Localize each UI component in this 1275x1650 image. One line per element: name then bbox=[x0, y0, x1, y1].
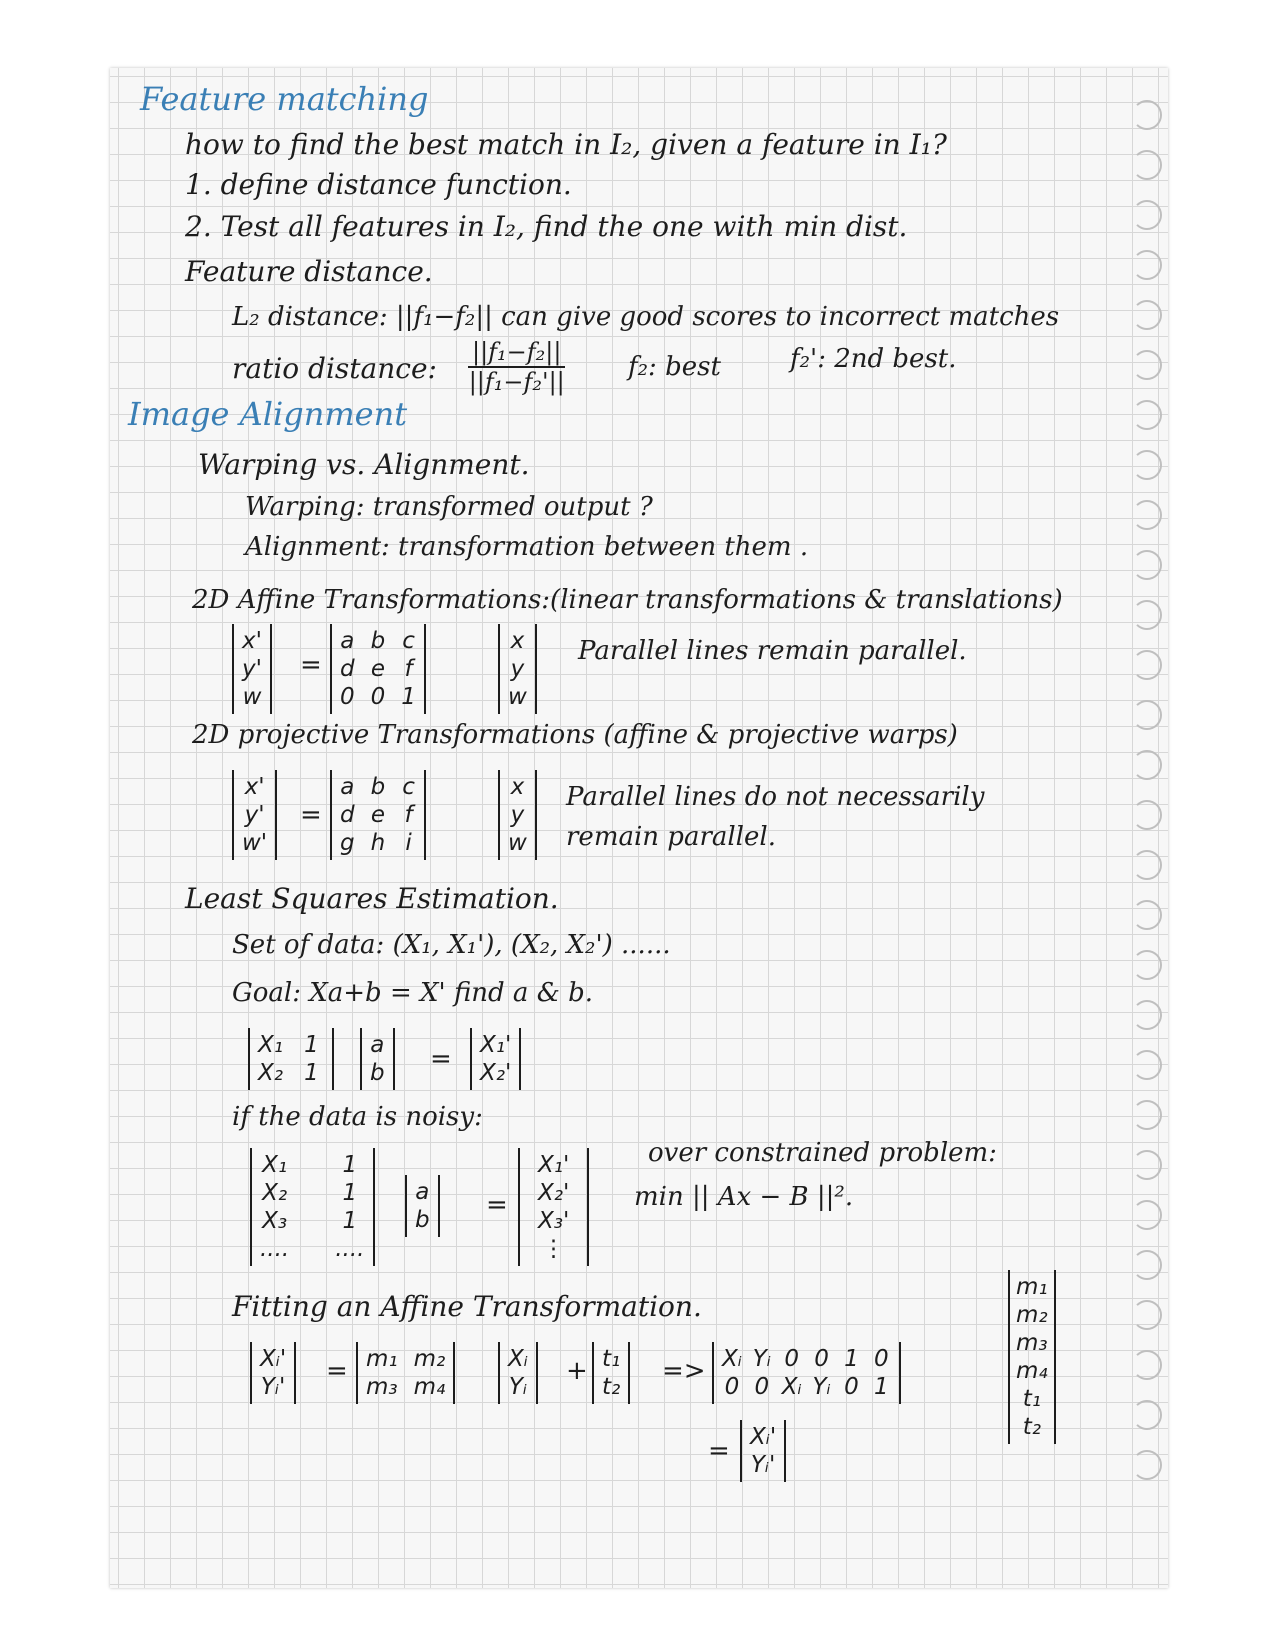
f2-best: f₂: best bbox=[628, 352, 721, 382]
noisy-a-7: .... bbox=[335, 1236, 365, 1262]
affine-rhs-2: w bbox=[508, 684, 527, 710]
fit-vector-t bbox=[592, 1342, 630, 1404]
noisy-a-4: X₃ bbox=[262, 1208, 288, 1234]
equals-sign: = bbox=[430, 1044, 452, 1074]
affine-matrix bbox=[330, 624, 426, 714]
affine-m-3: d bbox=[340, 656, 355, 682]
equals-sign: = bbox=[300, 650, 322, 680]
fit-t-1: t₂ bbox=[602, 1374, 621, 1400]
affine-title: 2D Affine Transformations:(linear transformations & translations) bbox=[192, 585, 1063, 615]
proj-m-8: i bbox=[405, 830, 412, 856]
heading-image-alignment: Image Alignment bbox=[128, 395, 408, 433]
ratio-denominator: ||f₁−f₂'|| bbox=[468, 368, 565, 396]
proj-m-1: b bbox=[370, 774, 386, 800]
projective-lhs-vector bbox=[232, 770, 277, 860]
proj-m-3: d bbox=[340, 802, 355, 828]
projective-matrix bbox=[330, 770, 426, 860]
min-objective: min || Ax − B ||². bbox=[634, 1182, 854, 1212]
proj-rhs-0: x bbox=[510, 774, 525, 800]
equals-sign: = bbox=[326, 1356, 348, 1386]
noisy-r-3: ⋮ bbox=[542, 1236, 566, 1262]
question-line: how to find the best match in I₂, given a feature in I₁? bbox=[185, 128, 947, 161]
equals-sign: = bbox=[300, 800, 322, 830]
set-of-data: Set of data: (X₁, X₁'), (X₂, X₂') ...... bbox=[232, 930, 671, 960]
projective-rhs-vector bbox=[498, 770, 537, 860]
affine-m-5: f bbox=[404, 656, 413, 682]
noisy-vector-ab bbox=[405, 1175, 440, 1237]
fit-rhs-0: Xᵢ' bbox=[750, 1424, 777, 1450]
proj-rhs-1: y bbox=[510, 802, 525, 828]
noisy-a-2: X₂ bbox=[262, 1180, 288, 1206]
noisy-r-0: X₁' bbox=[538, 1152, 570, 1178]
fit-param-1: m₂ bbox=[1016, 1302, 1048, 1328]
proj-lhs-1: y' bbox=[244, 802, 265, 828]
step-1: 1. define distance function. bbox=[185, 168, 572, 201]
proj-m-6: g bbox=[340, 830, 355, 856]
noisy-v-1: b bbox=[415, 1207, 430, 1233]
affine-m-2: c bbox=[402, 628, 415, 654]
l2-distance-line: L₂ distance: ||f₁−f₂|| can give good scores to incorrect matches bbox=[232, 302, 1060, 332]
ls-a-3: 1 bbox=[304, 1060, 319, 1086]
proj-m-4: e bbox=[370, 802, 385, 828]
projective-title: 2D projective Transformations (affine & projective warps) bbox=[192, 720, 958, 750]
fit-param-5: t₂ bbox=[1022, 1414, 1041, 1440]
proj-m-2: c bbox=[402, 774, 415, 800]
ls-a-1: 1 bbox=[304, 1032, 319, 1058]
noisy-r-1: X₂' bbox=[538, 1180, 570, 1206]
ls-r-0: X₁' bbox=[480, 1032, 512, 1058]
fit-lhs-1: Yᵢ' bbox=[260, 1374, 286, 1400]
affine-m-1: b bbox=[370, 628, 386, 654]
noisy-a-5: 1 bbox=[342, 1208, 358, 1234]
projective-note-2: remain parallel. bbox=[566, 822, 776, 852]
fit-big-6: 0 bbox=[724, 1374, 740, 1400]
fit-lhs-0: Xᵢ' bbox=[260, 1346, 287, 1372]
least-squares-heading: Least Squares Estimation. bbox=[185, 882, 559, 915]
fit-big-5: 0 bbox=[873, 1346, 889, 1372]
ls-v-1: b bbox=[370, 1060, 385, 1086]
projective-note-1: Parallel lines do not necessarily bbox=[566, 782, 985, 812]
ls-vector-rhs bbox=[470, 1028, 521, 1090]
fit-xy-0: Xᵢ bbox=[508, 1346, 528, 1372]
proj-m-5: f bbox=[404, 802, 413, 828]
affine-lhs-vector bbox=[232, 624, 272, 714]
fit-big-9: Yᵢ bbox=[812, 1374, 831, 1400]
affine-m-4: e bbox=[370, 656, 386, 682]
noisy-a-3: 1 bbox=[342, 1180, 358, 1206]
fit-big-1: Yᵢ bbox=[752, 1346, 771, 1372]
fit-big-2: 0 bbox=[784, 1346, 799, 1372]
noisy-a-0: X₁ bbox=[262, 1152, 288, 1178]
fit-t-0: t₁ bbox=[602, 1346, 621, 1372]
noisy-v-0: a bbox=[415, 1179, 430, 1205]
affine-rhs-vector bbox=[498, 624, 537, 714]
proj-lhs-2: w' bbox=[242, 830, 268, 856]
ratio-fraction bbox=[468, 338, 565, 396]
proj-lhs-0: x' bbox=[244, 774, 265, 800]
ratio-distance-label: ratio distance: bbox=[232, 352, 437, 385]
affine-m-8: 1 bbox=[401, 684, 416, 710]
ls-a-0: X₁ bbox=[258, 1032, 283, 1058]
spiral-binding bbox=[1128, 100, 1168, 1520]
fit-lhs-vector bbox=[250, 1342, 296, 1404]
fit-vector-xy bbox=[498, 1342, 538, 1404]
fit-xy-1: Yᵢ bbox=[508, 1374, 528, 1400]
affine-rhs-0: x bbox=[510, 628, 525, 654]
over-constrained-label: over constrained problem: bbox=[648, 1138, 997, 1168]
affine-m-6: 0 bbox=[340, 684, 355, 710]
affine-m-0: a bbox=[340, 628, 355, 654]
fitting-affine-heading: Fitting an Affine Transformation. bbox=[232, 1290, 702, 1323]
affine-note: Parallel lines remain parallel. bbox=[578, 636, 967, 666]
fit-rhs-vector bbox=[740, 1420, 786, 1482]
fit-param-3: m₄ bbox=[1016, 1358, 1048, 1384]
equals-sign: = bbox=[708, 1436, 730, 1466]
noisy-vector-rhs bbox=[518, 1148, 589, 1266]
warping-vs-alignment: Warping vs. Alignment. bbox=[198, 448, 530, 481]
noisy-r-2: X₃' bbox=[538, 1208, 570, 1234]
affine-lhs-2: w bbox=[242, 684, 262, 710]
fit-rhs-1: Yᵢ' bbox=[750, 1452, 776, 1478]
fit-m-0: m₁ bbox=[366, 1346, 398, 1372]
fit-m-3: m₄ bbox=[413, 1374, 446, 1400]
warping-definition: Warping: transformed output ? bbox=[245, 492, 653, 522]
proj-m-7: h bbox=[370, 830, 386, 856]
affine-rhs-1: y bbox=[510, 656, 525, 682]
affine-m-7: 0 bbox=[370, 684, 386, 710]
fit-big-3: 0 bbox=[814, 1346, 829, 1372]
equals-sign: = bbox=[486, 1190, 508, 1220]
plus-sign: + bbox=[566, 1356, 588, 1386]
noisy-data-line: if the data is noisy: bbox=[232, 1102, 483, 1132]
goal-line: Goal: Xa+b = X' find a & b. bbox=[232, 978, 594, 1008]
ls-a-2: X₂ bbox=[258, 1060, 283, 1086]
implies-arrow: => bbox=[662, 1356, 706, 1386]
noisy-a-6: .... bbox=[260, 1236, 290, 1262]
ls-vector-ab bbox=[360, 1028, 395, 1090]
noisy-matrix-A bbox=[250, 1148, 375, 1266]
alignment-definition: Alignment: transformation between them . bbox=[245, 532, 809, 562]
fit-big-7: 0 bbox=[754, 1374, 770, 1400]
step-2: 2. Test all features in I₂, find the one with min dist. bbox=[185, 210, 908, 243]
ls-r-1: X₂' bbox=[480, 1060, 512, 1086]
fit-big-matrix bbox=[712, 1342, 901, 1404]
fit-m-2: m₃ bbox=[366, 1374, 398, 1400]
ls-v-0: a bbox=[370, 1032, 385, 1058]
fit-big-10: 0 bbox=[844, 1374, 859, 1400]
fit-big-4: 1 bbox=[844, 1346, 859, 1372]
fit-param-2: m₃ bbox=[1016, 1330, 1048, 1356]
feature-distance-label: Feature distance. bbox=[185, 255, 433, 288]
fit-param-4: t₁ bbox=[1022, 1386, 1041, 1412]
noisy-a-1: 1 bbox=[342, 1152, 358, 1178]
proj-rhs-2: w bbox=[508, 830, 527, 856]
fit-big-11: 1 bbox=[873, 1374, 889, 1400]
proj-m-0: a bbox=[340, 774, 355, 800]
affine-lhs-1: y' bbox=[242, 656, 262, 682]
ratio-numerator: ||f₁−f₂|| bbox=[468, 338, 565, 368]
fit-parameter-vector bbox=[1008, 1270, 1056, 1444]
fit-big-8: Xᵢ bbox=[781, 1374, 802, 1400]
fit-param-0: m₁ bbox=[1016, 1274, 1048, 1300]
f2-prime-second-best: f₂': 2nd best. bbox=[790, 344, 957, 374]
heading-feature-matching: Feature matching bbox=[140, 80, 429, 118]
ls-matrix-A bbox=[248, 1028, 334, 1090]
fit-m-1: m₂ bbox=[413, 1346, 446, 1372]
fit-matrix-m bbox=[356, 1342, 455, 1404]
fit-big-0: Xᵢ bbox=[722, 1346, 742, 1372]
affine-lhs-0: x' bbox=[242, 628, 262, 654]
